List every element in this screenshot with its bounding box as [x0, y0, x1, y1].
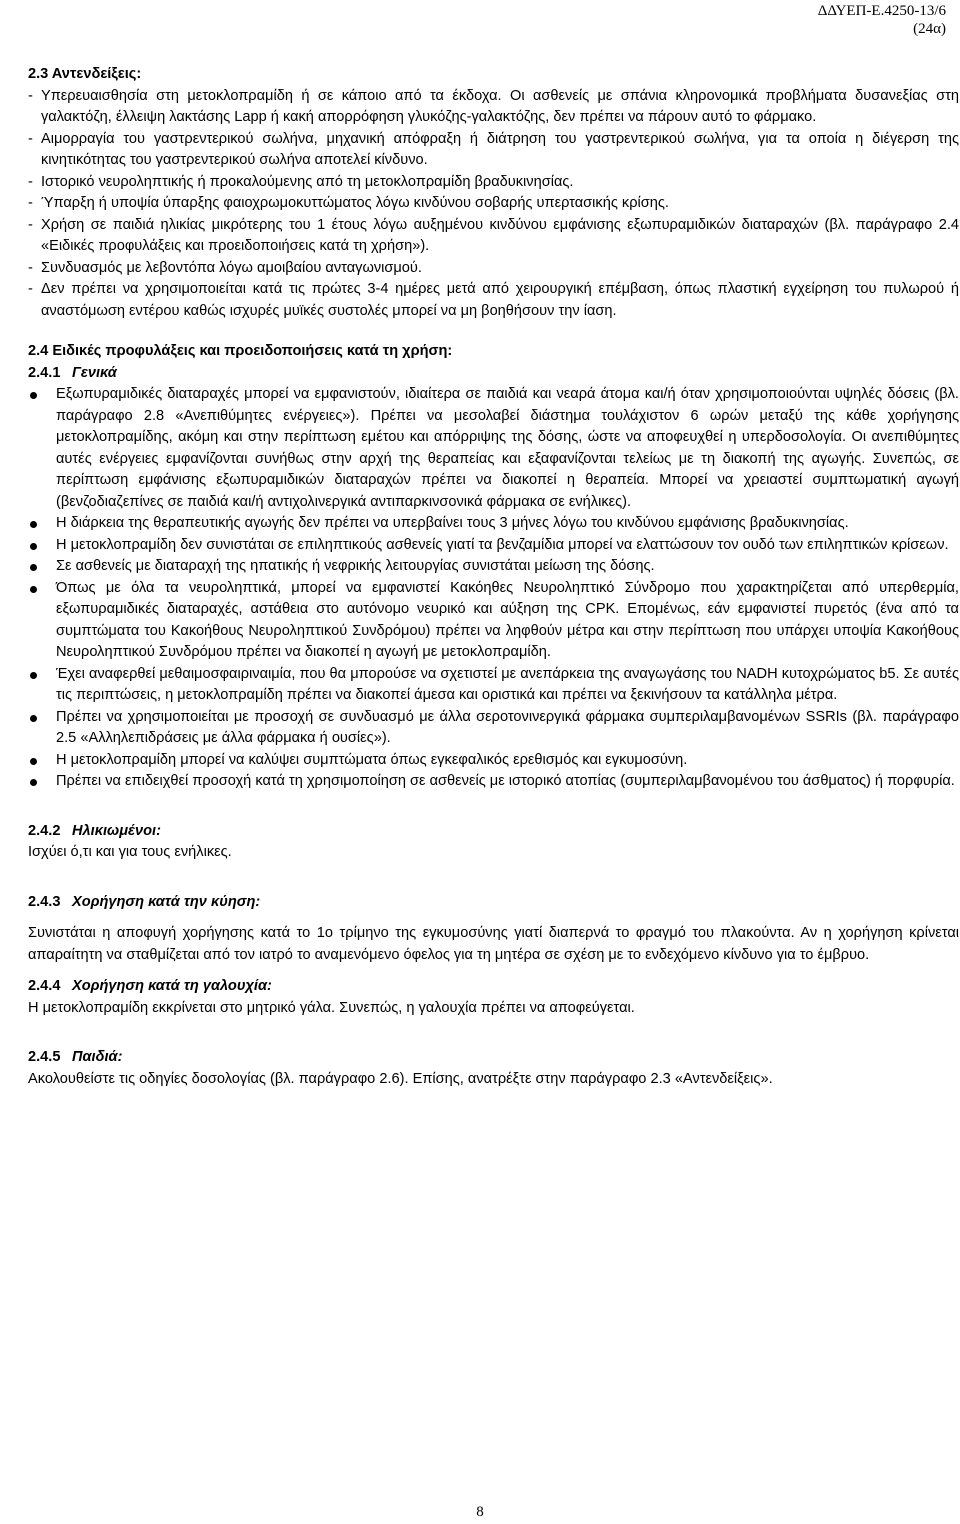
list-item: Έχει αναφερθεί μεθαιμοσφαιριναιμία, που θα μπορούσε να σχετιστεί με ανεπάρκεια της αναγωγάσης του NADH κυτοχρώματος b5. Σε αυτές τις περιπτώσεις, η μετοκλοπραμίδη πρέπει να διακοπεί άμεσα και οριστικά και πρέπει να ξεκινήσουν τα κατάλληλα μέτρα.: [28, 664, 959, 707]
pregnancy-text: Συνιστάται η αποφυγή χορήγησης κατά το 1ο τρίμηνο της εγκυμοσύνης γιατί διαπερνά το φραγμό του πλακούντα. Αν η χορήγηση κρίνεται απαραίτητη να σταθμίζεται από τον ιατρό το αναμενόμενο όφελος για τη μητέρα σε σχέση με το ενδεχόμενο κίνδυνο για το έμβρυο.: [28, 925, 959, 963]
precautions-list: [28, 384, 959, 793]
bullet-icon: [28, 556, 56, 578]
document-revision: (24α): [913, 21, 946, 37]
subsection-heading-elderly: 2.4.2 Ηλικιωμένοι:: [28, 822, 161, 839]
list-item: Η μετοκλοπραμίδη μπορεί να καλύψει συμπτώματα όπως εγκεφαλικός ερεθισμός και εγκυμοσύνη.: [28, 750, 959, 772]
document-code: ΔΔΥΕΠ-Ε.4250-13/6: [817, 3, 946, 19]
contraindications-list: [28, 86, 959, 323]
subsection-heading-pregnancy: 2.4.3 Χορήγηση κατά την κύηση:: [28, 893, 261, 910]
document-body: [28, 64, 959, 1090]
list-item: - Υπερευαισθησία στη μετοκλοπραμίδη ή σε κάποιο από τα έκδοχα. Οι ασθενείς με σπάνια κληρονομικά προβλήματα δυσανεξίας στη γαλακτόζη, έλλειψη λακτάσης Lapp ή κακή απορρόφηση γλυκόζης-γαλακτόζης, δεν πρέπει να πάρουν αυτό το φάρμακο.: [28, 87, 959, 125]
list-item: Πρέπει να επιδειχθεί προσοχή κατά τη χρησιμοποίηση σε ασθενείς με ιστορικό ατοπίας (συμπεριλαμβανομένου του άσθματος) ή πορφυρία.: [28, 771, 959, 793]
list-item: - Αιμορραγία του γαστρεντερικού σωλήνα, μηχανική απόφραξη ή διάτρηση του γαστρεντερικού σωλήνα, για τα οποία η διέγερση της κινητικότητας του γαστρεντερικού σωλήνα αποτελεί κίνδυνο.: [28, 130, 959, 168]
bullet-icon: [28, 664, 56, 707]
subsection-heading-children: 2.4.5 Παιδιά:: [28, 1049, 123, 1065]
page-number: 8: [476, 1504, 484, 1520]
list-item: - Ιστορικό νευροληπτικής ή προκαλούμενης από τη μετοκλοπραμίδη βραδυκινησίας.: [28, 173, 574, 190]
document-header: [818, 2, 946, 38]
section-heading-precautions: 2.4 Ειδικές προφυλάξεις και προειδοποιήσεις κατά τη χρήση:: [28, 343, 453, 359]
list-item: Η μετοκλοπραμίδη δεν συνιστάται σε επιληπτικούς ασθενείς γιατί τα βενζαμίδια μπορεί να ελαττώσουν τον ουδό των επιληπτικών κρίσεων.: [28, 535, 959, 557]
list-item: Εξωπυραμιδικές διαταραχές μπορεί να εμφανιστούν, ιδιαίτερα σε παιδιά και νεαρά άτομα και/ή όταν χρησιμοποιούνται υψηλές δόσεις (βλ. παράγραφο 2.8 «Ανεπιθύμητες ενέργειες»). Πρέπει να μεσολαβεί διάστημα τουλάχιστον 6 ωρών μεταξύ της κάθε χορήγησης μετοκλοπραμίδης, ακόμη και στην περίπτωση εμέτου και απόρριψης της δόσης, ώστε να αποφευχθεί η υπερδοσολογία. Οι ανεπιθύμητες αυτές ενέργειες εμφανίζονται συνήθως στην αρχή της θεραπείας και εξαφανίζονται τελείως με τη διακοπή της αγωγής. Συνεπώς, σε περίπτωση εμφάνισης εξωπυραμιδικών διαταραχών πρέπει να διακοπεί η θεραπεία. Μπορεί να χρειαστεί συμπτωματική αγωγή (βενζοδιαζεπίνες σε παιδιά και/ή αντιχολινεργικά αντιπαρκινσονικά φάρμακα σε ενήλικες).: [28, 384, 959, 513]
list-item: - Δεν πρέπει να χρησιμοποιείται κατά τις πρώτες 3-4 ημέρες μετά από χειρουργική επέμβαση, όπως πλαστική εγχείρηση του πυλωρού ή αναστόμωση εντέρου καθώς ισχυρές μυϊκές συστολές μπορεί να μη βοηθήσουν την ίαση.: [28, 281, 959, 319]
bullet-icon: [28, 384, 56, 513]
list-item: Σε ασθενείς με διαταραχή της ηπατικής ή νεφρικής λειτουργίας συνιστάται μείωση της δόσης.: [28, 556, 959, 578]
elderly-text: Ισχύει ό,τι και για τους ενήλικες.: [28, 844, 232, 860]
bullet-icon: [28, 513, 56, 535]
list-item: Όπως με όλα τα νευροληπτικά, μπορεί να εμφανιστεί Κακόηθες Νευροληπτικό Σύνδρομο που χαρακτηρίζεται από υπερθερμία, εξωπυραμιδικές διαταραχές, αστάθεια στο αυτόνομο νευρικό και αύξηση της CPK. Επομένως, εάν εμφανιστεί πυρετός (ένα από τα συμπτώματα του Κακοήθους Νευροληπτικού Συνδρόμου) πρέπει να ληφθούν μέτρα και στην περίπτωση που υπάρχει υποψία Κακοήθους Νευροληπτικού Συνδρόμου πρέπει να διακοπεί η αγωγή με μετοκλοπραμίδη.: [28, 578, 959, 664]
bullet-icon: [28, 750, 56, 772]
subsection-heading-general: 2.4.1 Γενικά: [28, 364, 117, 381]
list-item: - Συνδυασμός με λεβοντόπα λόγω αμοιβαίου ανταγωνισμού.: [28, 259, 422, 276]
list-item: - Ύπαρξη ή υποψία ύπαρξης φαιοχρωμοκυττώματος λόγω κινδύνου σοβαρής υπερτασικής κρίσης.: [28, 195, 669, 211]
list-item: Πρέπει να χρησιμοποιείται με προσοχή σε συνδυασμό με άλλα σεροτονινεργικά φάρμακα συμπεριλαμβανομένων SSRIs (βλ. παράγραφο 2.5 «Αλληλεπιδράσεις με άλλα φάρμακα ή ουσίες»).: [28, 707, 959, 750]
subsection-heading-lactation: 2.4.4 Χορήγηση κατά τη γαλουχία:: [28, 978, 272, 994]
lactation-text: Η μετοκλοπραμίδη εκκρίνεται στο μητρικό γάλα. Συνεπώς, η γαλουχία πρέπει να αποφεύγεται.: [28, 999, 635, 1016]
bullet-icon: [28, 578, 56, 664]
bullet-icon: [28, 771, 56, 793]
list-item: Η διάρκεια της θεραπευτικής αγωγής δεν πρέπει να υπερβαίνει τους 3 μήνες λόγω του κινδύνου εμφάνισης βραδυκινησίας.: [28, 513, 959, 535]
bullet-icon: [28, 707, 56, 750]
bullet-icon: [28, 535, 56, 557]
list-item: - Χρήση σε παιδιά ηλικίας μικρότερης του 1 έτους λόγω αυξημένου κινδύνου εμφάνισης εξωπυραμιδικών διαταραχών (βλ. παράγραφο 2.4 «Ειδικές προφυλάξεις και προειδοποιήσεις κατά τη χρήση»).: [28, 216, 959, 254]
section-heading-contraindications: 2.3 Αντενδείξεις:: [28, 66, 142, 82]
children-text: Ακολουθείστε τις οδηγίες δοσολογίας (βλ. παράγραφο 2.6). Επίσης, ανατρέξτε στην παράγραφο 2.3 «Αντενδείξεις».: [28, 1070, 773, 1087]
